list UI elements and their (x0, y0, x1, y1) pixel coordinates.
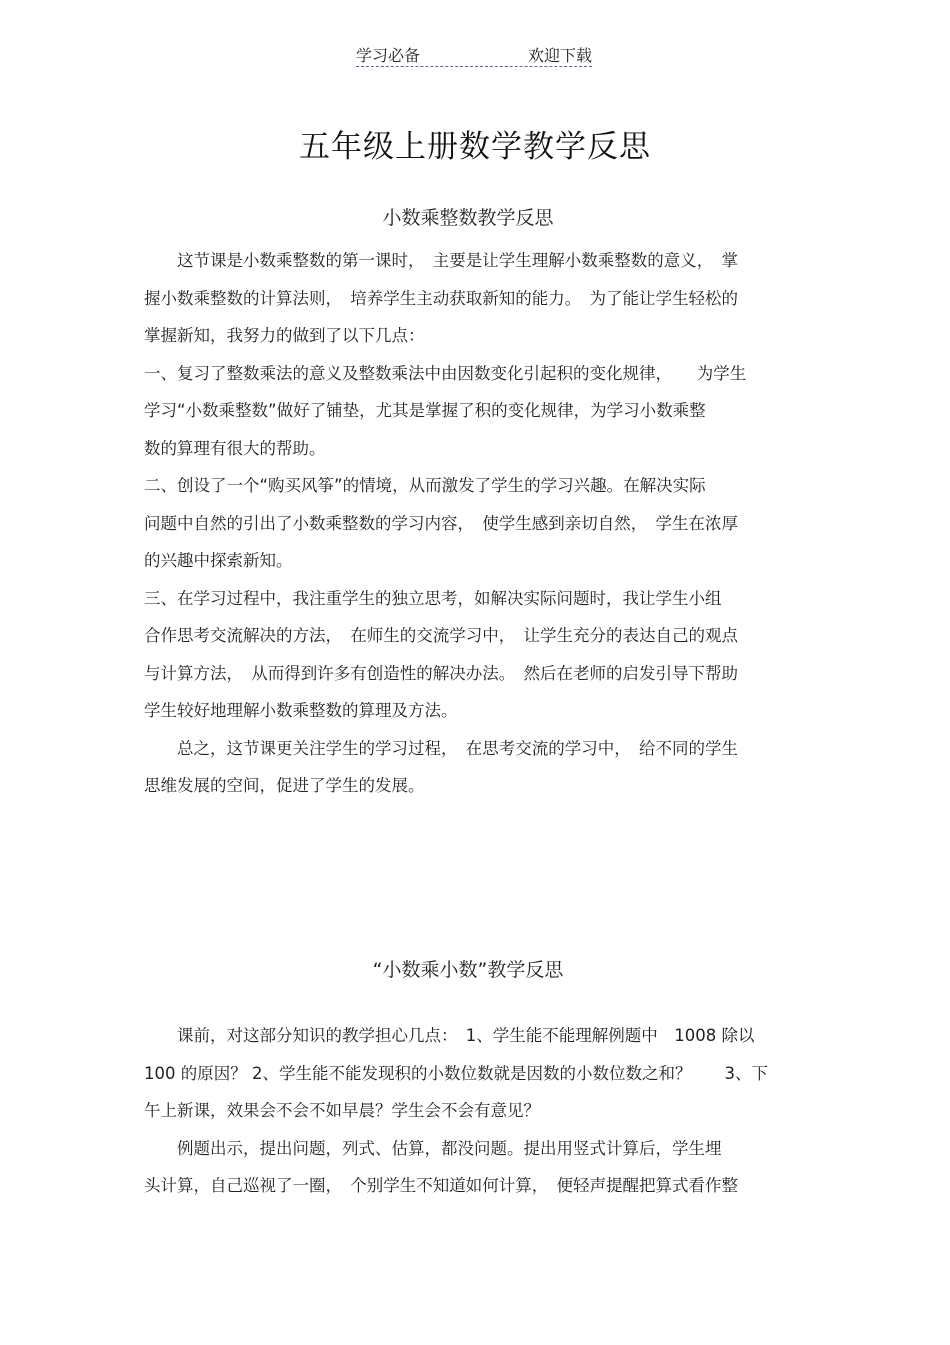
section-2-body (144, 1017, 809, 1205)
section-2-heading: “小数乘小数”教学反思 (372, 959, 564, 981)
body-line: 数的算理有很大的帮助。 (144, 438, 326, 458)
body-line: 课前，对这部分知识的教学担心几点： 1、学生能不能理解例题中 1008 除以 (144, 1026, 755, 1045)
body-line: 学生较好地理解小数乘整数的算理及方法。 (144, 701, 458, 720)
body-line: 三、在学习过程中，我注重学生的独立思考，如解决实际问题时，我让学生小组 (144, 588, 722, 608)
header-right-text: 欢迎下载 (527, 46, 592, 65)
body-line: 掌握新知，我努力的做到了以下几点： (144, 326, 425, 345)
body-line: 头计算，自己巡视了一圈， 个别学生不知道如何计算， 便轻声提醒把算式看作整 (144, 1176, 738, 1195)
body-line: 一、复习了整数乘法的意义及整数乘法中由因数变化引起积的变化规律， 为学生 (144, 363, 747, 383)
body-line: 学习“小数乘整数”做好了铺垫，尤其是掌握了积的变化规律，为学习小数乘整 (144, 401, 706, 420)
body-line: 午上新课，效果会不会不如早晨？学生会不会有意见？ (144, 1101, 540, 1120)
section-1-heading: 小数乘整数教学反思 (382, 207, 554, 229)
body-line: 合作思考交流解决的方法， 在师生的交流学习中， 让学生充分的表达自己的观点 (144, 626, 738, 645)
page-header (356, 40, 592, 67)
body-line: 问题中自然的引出了小数乘整数的学习内容， 使学生感到亲切自然， 学生在浓厚 (144, 513, 738, 533)
body-line: 100 的原因？ 2、学生能不能发现积的小数位数就是因数的小数位数之和？ 3、下 (144, 1063, 768, 1083)
section-1-body (144, 242, 809, 805)
body-line: 二、创设了一个“购买风筝”的情境，从而激发了学生的学习兴趣。在解决实际 (144, 476, 706, 495)
document-title: 五年级上册数学教学反思 (299, 129, 651, 165)
body-line: 的兴趣中探索新知。 (144, 551, 293, 570)
body-line: 与计算方法， 从而得到许多有创造性的解决办法。 然后在老师的启发引导下帮助 (144, 663, 738, 683)
body-line: 思维发展的空间，促进了学生的发展。 (144, 776, 425, 795)
body-line: 这节课是小数乘整数的第一课时， 主要是让学生理解小数乘整数的意义， 掌 (144, 251, 738, 270)
header-left-text: 学习必备 (356, 46, 421, 65)
body-line: 总之，这节课更关注学生的学习过程， 在思考交流的学习中， 给不同的学生 (144, 738, 738, 758)
body-line: 例题出示，提出问题，列式、估算，都没问题。提出用竖式计算后，学生埋 (144, 1138, 722, 1158)
body-line: 握小数乘整数的计算法则， 培养学生主动获取新知的能力。 为了能让学生轻松的 (144, 288, 738, 308)
